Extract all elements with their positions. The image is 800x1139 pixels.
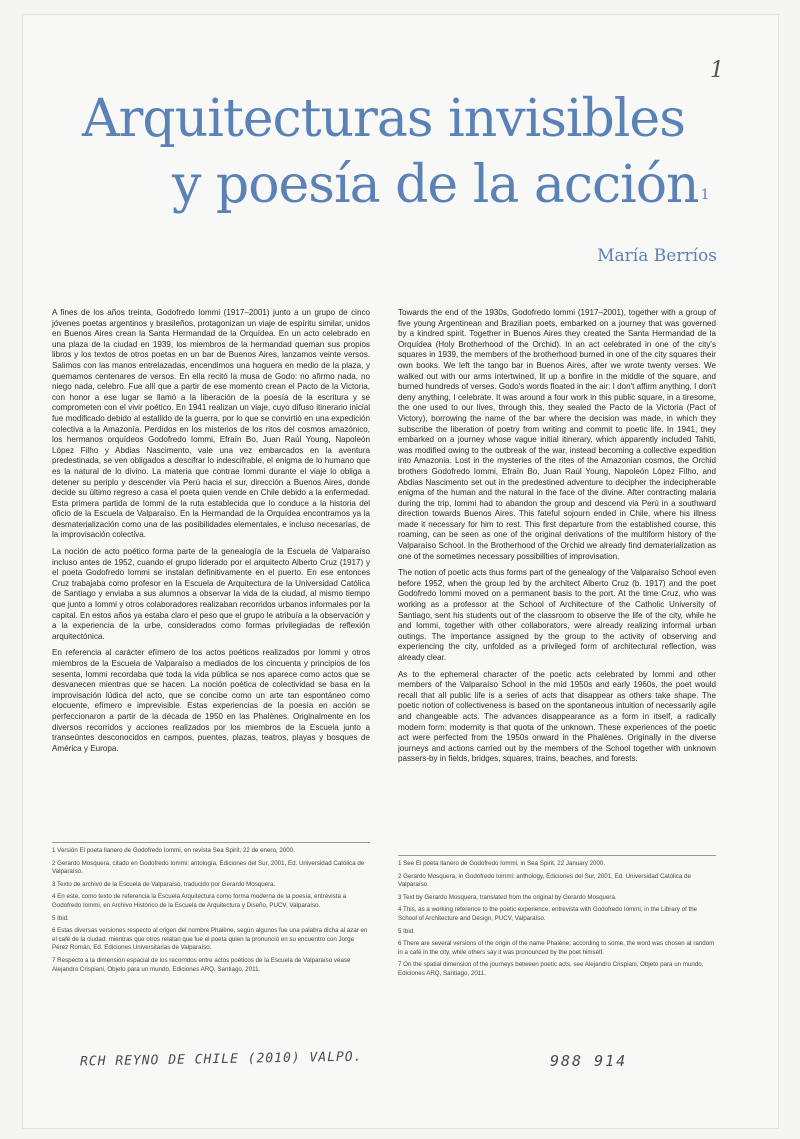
title-line-1: Arquitecturas invisibles — [82, 89, 685, 149]
footnote: 2 Gerardo Mosquera, in Godofredo Iommi: anthology, Ediciones del Sur, 2001, Ed. Universidad Católica de Valparaíso. — [398, 872, 691, 889]
english-footnotes — [398, 855, 716, 983]
footnote: 6 Estas diversas versiones respecto al origen del nombre Phalène, según algunos fue una palabra dicha al azar en el café de la ciudad, mientras que otros relatan que fue el poeta quien la pronunció en su encuentro con Jorge Pérez Román, Ed. Ediciones Universitarias de Valparaíso. — [52, 927, 368, 952]
handwritten-catalog-number: 988 914 — [550, 1052, 628, 1070]
title-line-2 — [82, 152, 762, 218]
footnote: 3 Texto de archivo de la Escuela de Valparaíso, traducido por Gerardo Mosquera. — [52, 880, 276, 888]
paragraph: A fines de los años treinta, Godofredo Iommi (1917–2001) junto a un grupo de cinco jóvenes poetas argentinos y brasileños, protagonizan un viaje de espíritu similar, unidos en Buenos Aires crean la Santa Hermandad de la Orquídea. En un acto celebrado en una plaza de la ciudad en 1939, los miembros de la hermandad queman sus propios libros y los textos de otros poetas en un bar de Buenos Aires, lanzamos veinte versos. Salimos con las manos entrelazadas, encendimos una hoguera en medio de la plaza, y quemamos centenares de versos. En ella recitó la musa de Godo: no afirmo nada, no niego nada, celebro. Fue allí que a partir de ese momento crean el Pacto de la Victoria, con honor a ese lugar se llamó a la liberación de la poesía de la escritura y se comprometen con el vivir poético. En 1941 realizan un viaje, cuyo difuso itinerario inicial fue modificado debido al estallido de la guerra, por lo que se convirtió en una expedición colectiva a la Amazonía. Perdidos en los misterios de los ritos del cosmos amazónico, los hermanos orquídeos Godofredo Iommi, Efraín Bo, Juan Raúl Young, Napoleón López Filho y Abdias Nascimento, vale una vez embarcados en la aventura predestinada, se ven obligados a descifrar lo indescifrable, el enigma de lo humano que es la natural de lo divino. La materia que contrae Iommi durante el viaje lo obliga a detener su periplo y descender vía Perú hacia el sur, dirección a Buenos Aires, donde decide su último regreso a casa el poeta quien vende en Chile debido a la enfermedad. Esta primera partida de Iommi de la ruta establecida que lo conduce a la historia del oficio de la Escuela de Valparaíso. En la Hermandad de la Orquídea encontramos ya la desmaterialización como una de las posibilidades elementales, e incluso necesarias, de la improvisación colectiva. — [52, 308, 370, 540]
spanish-footnotes — [52, 842, 370, 978]
paragraph: La noción de acto poético forma parte de la genealogía de la Escuela de Valparaíso incluso antes de 1952, cuando el grupo liderado por el arquitecto Alberto Cruz (1917) y el poeta Godofredo Iommi se instalan definitivamente en el puerto. En ese entonces Cruz trabajaba como profesor en la Escuela de Arquitectura de la Universidad Católica de Santiago y enviaba a sus alumnos a observar la vida de la ciudad, al mismo tiempo que junto a Iommi y otros colaboradores realizaban recorridos urbanos informales por la capital. En estos años ya estaba claro el peso que el grupo le atribuía a la observación y a la experiencia de la urbe, considerados como formas privilegiadas de reflexión arquitectónica. — [52, 547, 370, 641]
footnote: 6 There are several versions of the origin of the name Phalène; according to some, the word was chosen at random in a café in the city, while others say it was pronounced by the poet himself. — [398, 940, 715, 956]
footnote: 4 This, as a working reference to the poetic experience, entrevista with Godofredo Iommi, in the Library of the School of Architecture and Design, PUCV, Valparaíso. — [398, 906, 698, 922]
footnote: 4 En este, como texto de referencia la Escuela Arquitectura como forma moderna de la poesía, entrevista a Godofredo Iommi, en Archivo Histórico de la Escuela de Arquitectura y Diseño, PUCV, Valparaíso. — [52, 893, 347, 909]
paragraph: The notion of poetic acts thus forms part of the genealogy of the Valparaíso School even before 1952, when the group led by the architect Alberto Cruz (b. 1917) and the poet Godofredo Iommi moved on a permanent basis to the port. At the time Cruz, who was working as a professor at the School of Architecture of the Catholic University of Santiago, sent his students out of the classroom to observe the life of the city, while he and Iommi, together with other collaborators, were already realizing informal urban outings. The importance assigned by the group to the activity of observing and experiencing the city, unfolded as a privileged form of architectural reflection, was already clear. — [398, 568, 716, 662]
handwritten-page-number: 1 — [710, 58, 724, 83]
footnote: 1 See El poeta llanero de Godofredo Iommi, in Sea Spirit, 22 January 2000. — [398, 860, 606, 867]
footnote: 7 On the spatial dimension of the journeys between poetic acts, see Alejandro Crispiani, Objeto para un mundo, Ediciones ARQ, Santiago, 2011. — [398, 961, 704, 977]
footnote: 5 Ibid. — [398, 927, 415, 935]
paragraph: As to the ephemeral character of the poetic acts celebrated by Iommi and other members of the Valparaíso School in the mid 1950s and early 1960s, the poet would recall that all public life is a series of acts that disappear as others take shape. The poetic notion of collectiveness is based on the spontaneous intuition of necessarily agile and changeable acts. The advances disappearance as a form in itself, a radically modern form: modernity is that quota of the unknown. These experiences of the poetic act were perfected from the 1950s onward in the Phalènes. Originally in the diverse journeys and actions carried out by the members of the School together with unknown passers-by in fields, bridges, squares, trains, beaches, and forests. — [398, 669, 716, 764]
title-note-marker: 1 — [700, 187, 709, 203]
footnote: 5 Ibid. — [52, 914, 69, 922]
paragraph: En referencia al carácter efímero de los actos poéticos realizados por Iommi y otros miembros de la Escuela de Valparaíso a mediados de los cincuenta y principios de los sesenta, Iommi recordaba que toda la vida pública se nos aparece como actos que se desvanecen mientras que se hacen. La noción poética de colectividad se basa en la improvisación lúdica del acto, que se concibe como un arte tan espontáneo como elocuente, efímero e imprevisible. Estas experiencias de la poesía en acción se perfeccionaron a partir de la década de 1950 en las Phalènes. Originalmente en los diversos recorridos y acciones realizados por los miembros de la Escuela junto a transeúntes desconocidos en campos, puentes, plazas, teatros, playas y bosques de América y Europa. — [52, 648, 370, 753]
footnote: 1 Versión El poeta llanero de Godofredo Iommi, en revista Sea Spirit, 22 de enero, 2000. — [52, 847, 295, 854]
author-name: María Berríos — [597, 246, 717, 266]
paragraph: Towards the end of the 1930s, Godofredo Iommi (1917–2001), together with a group of five young Argentinean and Brazilian poets, embarked on a journey that was governed by a kindred spirit. Together in Buenos Aires they created the Santa Hermandad de la Orquídea (Holy Brotherhood of the Orchid). In an act celebrated in one of the city's squares in 1939, the members of the brotherhood burned in one of the city squares their own books. We left the tango bar in Buenos Aires, after we wrote twenty verses. We walked out with our arms intertwined, lit up a bonfire in the middle of the square, and burned hundreds of verses. Godo's words floated in the air: I don't affirm anything, I don't deny anything, I celebrate. It was around a four work in this public square, in a tiresome, the one used to our lives, through this, they sealed the Pacto de la Victoria (Pact of Victory), borrowing the name of the bar where the decision was made, in which they subscribe the liberation of poetry from writing and commit to poetic life. In 1941, they embarked on a journey whose vague initial itinerary, which apparently included Tahiti, was modified owing to the outbreak of the war, instead becoming a collective expedition into Amazonia. Lost in the mysteries of the rites of the Amazonian cosmos, the Orchid brothers Godofredo Iommi, Efraín Bo, Juan Raúl Young, Napoleón López Filho, and Abdias Nascimento set out in the predestined adventure to decipher the indecipherable enigma of the human and the natural in the face of the divine. After contracting malaria during the trip, Iommi had to abandon the group and descend via Perú in a southward direction towards Buenos Aires. This fateful sojourn ended in Chile, where his illness made it necessary for him to rest. This first departure from the established course, this roaming, can be seen as one of the original derivations of the multiform history of the Valparaíso School. In the Brotherhood of the Orchid we already find dematerialization as one of the sometimes necessary possibilities of improvisation. — [398, 308, 716, 561]
article-title — [82, 86, 762, 218]
handwritten-archive-note: RCH REYNO DE CHILE (2010) VALPO. — [79, 1049, 363, 1070]
footnote: 2 Gerardo Mosquera, citado en Godofredo Iommi: antología, Ediciones del Sur, 2001, Ed. Universidad Católica de Valparaíso. — [52, 859, 365, 876]
english-text-column — [398, 308, 716, 771]
footnote: 3 Text by Gerardo Mosquera, translated from the original by Gerardo Mosquera. — [398, 893, 617, 901]
spanish-text-column — [52, 308, 370, 760]
footnote: 7 Respecto a la dimensión espacial de los recorridos entre actos poéticos de la Escuela de Valparaíso véase Alejandro Crispiani, Objeto para un mundo, Ediciones ARQ, Santiago, 2011. — [52, 956, 351, 973]
title-line-2-text: y poesía de la acción — [172, 155, 699, 215]
